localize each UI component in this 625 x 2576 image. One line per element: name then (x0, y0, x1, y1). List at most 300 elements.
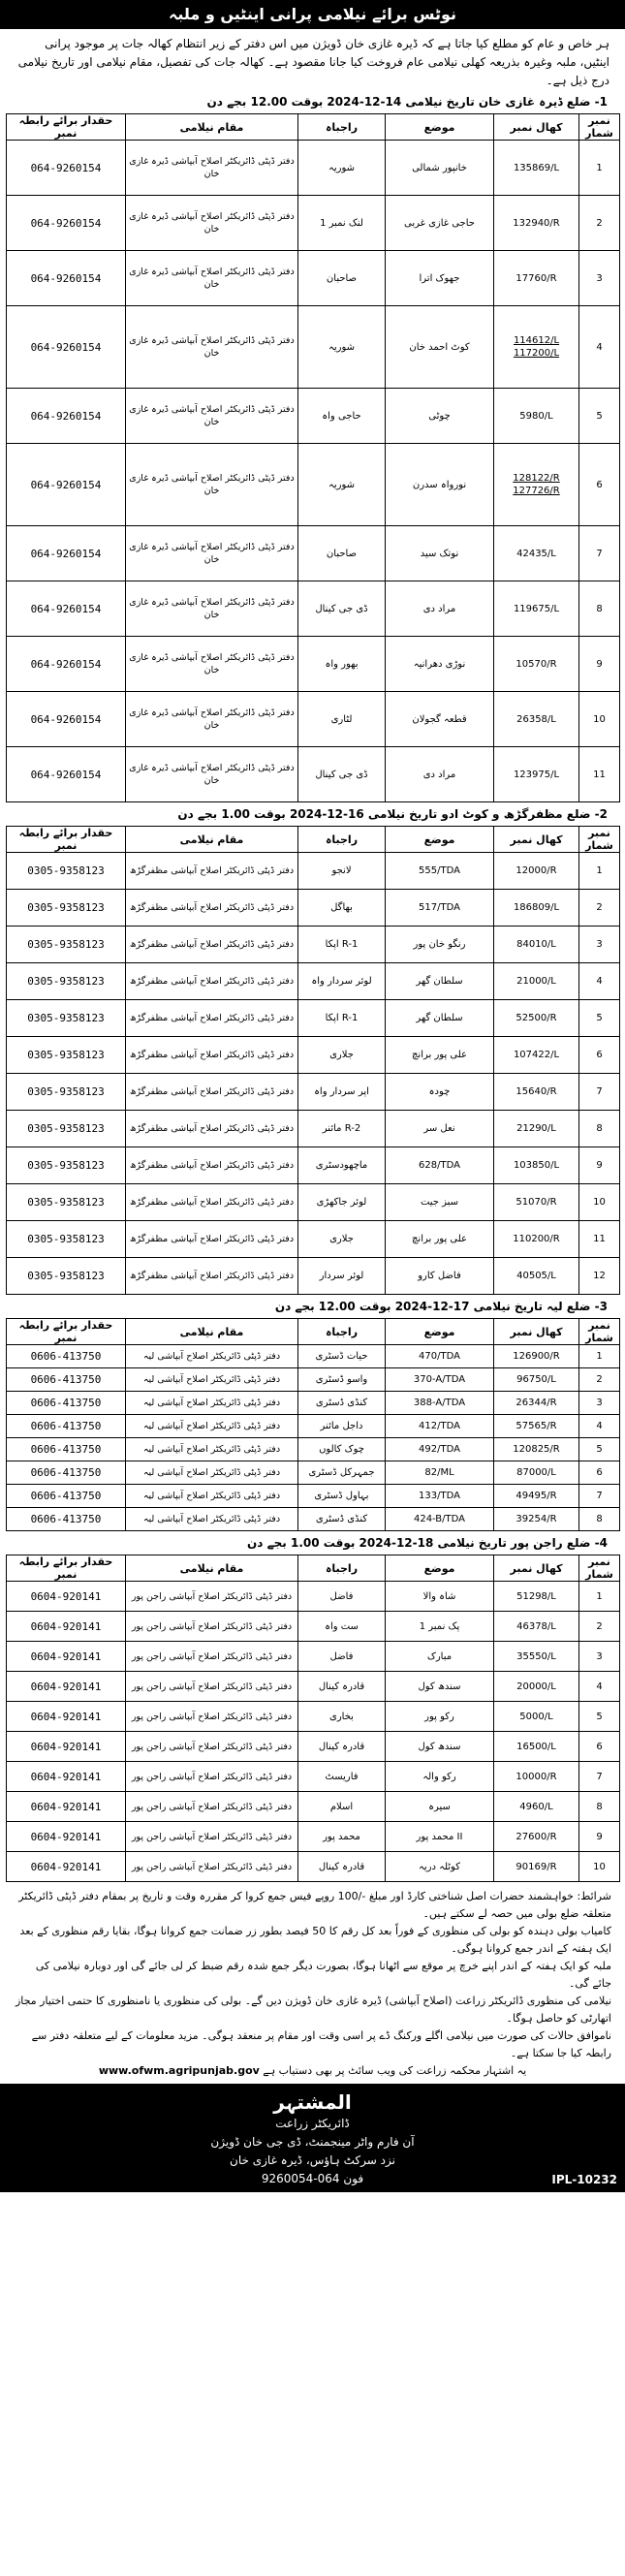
column-header-serial: نمبر شمار (579, 827, 620, 853)
khal-number: 90169/R (516, 1861, 557, 1872)
phone-cell: 064-9260154 (7, 526, 126, 581)
serial-cell: 1 (579, 1345, 620, 1368)
phone-cell: 0606-413750 (7, 1415, 126, 1438)
terms-and-conditions (6, 1882, 619, 2062)
khal-cell (494, 1221, 579, 1258)
phone-cell: 0305-9358123 (7, 1147, 126, 1184)
distributary-cell: لٹاری (298, 692, 386, 747)
venue-cell: دفتر ڈپٹی ڈائریکٹر اصلاح آبپاشی راجن پور (126, 1822, 298, 1852)
table-header-row (7, 1319, 620, 1345)
distributary-cell: داجل مائنر (298, 1415, 386, 1438)
table-row (7, 890, 620, 927)
khal-cell (494, 1438, 579, 1461)
table-row (7, 1732, 620, 1762)
khal-cell (494, 1147, 579, 1184)
column-header-venue: مقام نیلامی (126, 114, 298, 141)
mouza-cell: نوتک سید (386, 526, 494, 581)
mouza-cell: 492/TDA (386, 1438, 494, 1461)
phone-cell: 0606-413750 (7, 1508, 126, 1531)
venue-cell: دفتر ڈپٹی ڈائریکٹر اصلاح آبپاشی لیہ (126, 1345, 298, 1368)
mouza-cell: پک نمبر 1 (386, 1612, 494, 1642)
khal-number: 35550/L (516, 1650, 556, 1662)
notice-title: نوٹس برائے نیلامی پرانی اینٹیں و ملبہ (0, 0, 625, 29)
serial-cell: 2 (579, 1612, 620, 1642)
phone-cell: 064-9260154 (7, 251, 126, 306)
auction-table (6, 1318, 620, 1531)
phone-cell: 0604-920141 (7, 1762, 126, 1792)
phone-cell: 0305-9358123 (7, 1111, 126, 1147)
phone-cell: 0604-920141 (7, 1702, 126, 1732)
khal-number: 15640/R (516, 1086, 557, 1097)
term-paragraph: ناموافق حالات کی صورت میں نیلامی اگلے ورکنگ ڈے پر اسی وقت اور مقام پر منعقد ہوگی۔ مزید معلومات کے لیے متعلقہ دفتر سے رابطہ کیا جا سکتا ہے۔ (31, 2029, 611, 2059)
khal-number: 127726/R (513, 486, 560, 496)
table-row (7, 1762, 620, 1792)
column-header-mouza: موضع (386, 114, 494, 141)
venue-cell: دفتر ڈپٹی ڈائریکٹر اصلاح آبپاشی ڈیرہ غازی خان (126, 637, 298, 692)
khal-cell (494, 1000, 579, 1037)
table-row (7, 637, 620, 692)
auction-table (6, 1555, 620, 1882)
phone-cell: 0305-9358123 (7, 1037, 126, 1074)
serial-cell: 3 (579, 251, 620, 306)
distributary-cell: صاحبان (298, 526, 386, 581)
serial-cell: 8 (579, 1792, 620, 1822)
term-paragraph: کامیاب بولی دہندہ کو بولی کی منظوری کے فوراً بعد کل رقم کا 50 فیصد بطور زر ضمانت جمع کروانا ہوگا، بقایا رقم منظوری کے بعد ایک ہفتہ کے اندر جمع کروانا ہوگی۔ (19, 1925, 611, 1955)
mouza-cell: نعل سر (386, 1111, 494, 1147)
distributary-cell: شوریہ (298, 141, 386, 196)
khal-number: 96750/L (516, 1374, 556, 1385)
mouza-cell: محمد پور II (386, 1822, 494, 1852)
term-paragraph: ملبہ کو ایک ہفتہ کے اندر اپنے خرچ پر موقع سے اٹھانا ہوگا، بصورت دیگر جمع شدہ رقم ضبط کر لی جائے گی اور دوبارہ نیلامی کی جائے گی۔ (35, 1960, 611, 1990)
table-header-row (7, 114, 620, 141)
khal-cell (494, 853, 579, 890)
serial-cell: 7 (579, 1074, 620, 1111)
serial-cell: 9 (579, 637, 620, 692)
column-header-distributary: راجباہ (298, 1319, 386, 1345)
khal-number: 110200/R (513, 1234, 560, 1244)
phone-cell: 0305-9358123 (7, 1258, 126, 1295)
khal-cell (494, 1184, 579, 1221)
distributary-cell: اپر سردار واہ (298, 1074, 386, 1111)
distributary-cell: جلاری (298, 1037, 386, 1074)
venue-cell: دفتر ڈپٹی ڈائریکٹر اصلاح آبپاشی لیہ (126, 1368, 298, 1392)
table-row (7, 927, 620, 963)
khal-cell (494, 306, 579, 389)
khal-number: 21290/L (516, 1123, 556, 1134)
khal-number: 128122/R (513, 473, 560, 484)
auction-table (6, 113, 620, 802)
distributary-cell: قادرہ کینال (298, 1672, 386, 1702)
khal-number: 132940/R (513, 217, 560, 229)
serial-cell: 7 (579, 1485, 620, 1508)
venue-cell: دفتر ڈپٹی ڈائریکٹر اصلاح آبپاشی راجن پور (126, 1612, 298, 1642)
table-row (7, 1642, 620, 1672)
serial-cell: 4 (579, 1415, 620, 1438)
khal-number: 26344/R (516, 1398, 557, 1408)
mouza-cell: مراد دی (386, 581, 494, 637)
mouza-cell: 555/TDA (386, 853, 494, 890)
distributary-cell: بھور واہ (298, 637, 386, 692)
venue-cell: دفتر ڈپٹی ڈائریکٹر اصلاح آبپاشی مظفرگڑھ (126, 853, 298, 890)
table-row (7, 581, 620, 637)
distributary-cell: جلاری (298, 1221, 386, 1258)
khal-cell (494, 526, 579, 581)
khal-cell (494, 692, 579, 747)
khal-cell (494, 444, 579, 526)
khal-cell (494, 927, 579, 963)
khal-cell (494, 1702, 579, 1732)
serial-cell: 3 (579, 1392, 620, 1415)
table-row (7, 1000, 620, 1037)
website-line (6, 2062, 619, 2080)
venue-cell: دفتر ڈپٹی ڈائریکٹر اصلاح آبپاشی راجن پور (126, 1732, 298, 1762)
khal-cell (494, 1485, 579, 1508)
phone-cell: 0305-9358123 (7, 1000, 126, 1037)
venue-cell: دفتر ڈپٹی ڈائریکٹر اصلاح آبپاشی ڈیرہ غازی خان (126, 747, 298, 802)
khal-cell (494, 1822, 579, 1852)
table-row (7, 1792, 620, 1822)
distributary-cell: ماچھودسٹری (298, 1147, 386, 1184)
column-header-khal: کھال نمبر (494, 114, 579, 141)
serial-cell: 6 (579, 1461, 620, 1485)
khal-cell (494, 1612, 579, 1642)
phone-cell: 0604-920141 (7, 1792, 126, 1822)
mouza-cell: شاہ والا (386, 1582, 494, 1612)
table-row (7, 1461, 620, 1485)
serial-cell: 1 (579, 1582, 620, 1612)
table-row (7, 1368, 620, 1392)
khal-cell (494, 747, 579, 802)
mouza-cell: 388-A/TDA (386, 1392, 494, 1415)
advertiser-phone-label: فون (343, 2172, 364, 2185)
distributary-cell: محمد پور (298, 1822, 386, 1852)
phone-cell: 0305-9358123 (7, 1221, 126, 1258)
khal-number: 51298/L (516, 1590, 556, 1602)
table-row (7, 853, 620, 890)
table-row (7, 963, 620, 1000)
table-row (7, 1037, 620, 1074)
serial-cell: 10 (579, 1852, 620, 1882)
mouza-cell: کوٹ احمد خان (386, 306, 494, 389)
serial-cell: 8 (579, 1111, 620, 1147)
distributary-cell: کنڈی ڈسٹری (298, 1392, 386, 1415)
table-row (7, 1184, 620, 1221)
venue-cell: دفتر ڈپٹی ڈائریکٹر اصلاح آبپاشی لیہ (126, 1438, 298, 1461)
khal-number: 17760/R (516, 272, 557, 284)
khal-number: 26358/L (516, 713, 556, 725)
venue-cell: دفتر ڈپٹی ڈائریکٹر اصلاح آبپاشی لیہ (126, 1392, 298, 1415)
table-row (7, 1438, 620, 1461)
table-row (7, 444, 620, 526)
venue-cell: دفتر ڈپٹی ڈائریکٹر اصلاح آبپاشی ڈیرہ غازی خان (126, 526, 298, 581)
phone-cell: 064-9260154 (7, 637, 126, 692)
phone-cell: 064-9260154 (7, 306, 126, 389)
phone-cell: 0305-9358123 (7, 963, 126, 1000)
mouza-cell: حاجی غازی غربی (386, 196, 494, 251)
phone-cell: 0606-413750 (7, 1368, 126, 1392)
serial-cell: 11 (579, 747, 620, 802)
column-header-khal: کھال نمبر (494, 827, 579, 853)
khal-number: 120825/R (513, 1444, 560, 1455)
mouza-cell: مبارک (386, 1642, 494, 1672)
mouza-cell: 370-A/TDA (386, 1368, 494, 1392)
phone-cell: 0604-920141 (7, 1732, 126, 1762)
table-row (7, 1415, 620, 1438)
serial-cell: 10 (579, 692, 620, 747)
venue-cell: دفتر ڈپٹی ڈائریکٹر اصلاح آبپاشی ڈیرہ غازی خان (126, 581, 298, 637)
khal-number: 49495/R (516, 1491, 557, 1501)
phone-cell: 0606-413750 (7, 1438, 126, 1461)
mouza-cell: سبز جیت (386, 1184, 494, 1221)
venue-cell: دفتر ڈپٹی ڈائریکٹر اصلاح آبپاشی مظفرگڑھ (126, 1037, 298, 1074)
khal-number: 57565/R (516, 1421, 557, 1431)
phone-cell: 064-9260154 (7, 581, 126, 637)
phone-cell: 0604-920141 (7, 1852, 126, 1882)
khal-cell (494, 1258, 579, 1295)
term-paragraph: نیلامی کی منظوری ڈائریکٹر زراعت (اصلاح آبپاشی) ڈیرہ غازی خان ڈویژن دیں گے۔ بولی کی منظوری یا نامنظوری کا حتمی اختیار مجاز اتھارٹی کو حاصل ہوگا۔ (16, 1995, 611, 2025)
serial-cell: 3 (579, 927, 620, 963)
advertiser-phone (0, 2170, 625, 2188)
khal-number: 117200/L (513, 348, 560, 359)
khal-cell (494, 196, 579, 251)
advertiser-phone-number: 064-9260054 (261, 2172, 340, 2185)
table-header-row (7, 827, 620, 853)
column-header-venue: مقام نیلامی (126, 1319, 298, 1345)
distributary-cell: فاریسٹ (298, 1762, 386, 1792)
khal-cell (494, 251, 579, 306)
table-row (7, 196, 620, 251)
website-line-text: یہ اشتہار محکمہ زراعت کی ویب سائٹ پر بھی دستیاب ہے (263, 2064, 527, 2077)
mouza-cell: قطعہ گجولان (386, 692, 494, 747)
column-header-serial: نمبر شمار (579, 1555, 620, 1582)
venue-cell: دفتر ڈپٹی ڈائریکٹر اصلاح آبپاشی لیہ (126, 1461, 298, 1485)
phone-cell: 0606-413750 (7, 1392, 126, 1415)
column-header-venue: مقام نیلامی (126, 827, 298, 853)
venue-cell: دفتر ڈپٹی ڈائریکٹر اصلاح آبپاشی ڈیرہ غازی خان (126, 692, 298, 747)
khal-number: 27600/R (516, 1831, 557, 1842)
mouza-cell: کوٹلہ دریہ (386, 1852, 494, 1882)
distributary-cell: حیات ڈسٹری (298, 1345, 386, 1368)
khal-number: 21000/L (516, 976, 556, 987)
distributary-cell: فاضل (298, 1642, 386, 1672)
khal-number: 119675/L (513, 603, 560, 614)
phone-cell: 0305-9358123 (7, 890, 126, 927)
mouza-cell: علی پور برانچ (386, 1221, 494, 1258)
table-row (7, 526, 620, 581)
venue-cell: دفتر ڈپٹی ڈائریکٹر اصلاح آبپاشی ڈیرہ غازی خان (126, 306, 298, 389)
khal-number: 103850/L (513, 1160, 560, 1171)
phone-cell: 0606-413750 (7, 1461, 126, 1485)
phone-cell: 0305-9358123 (7, 927, 126, 963)
serial-cell: 1 (579, 141, 620, 196)
table-row (7, 306, 620, 389)
table-row (7, 1822, 620, 1852)
table-row (7, 1345, 620, 1368)
intro-paragraph: ہر خاص و عام کو مطلع کیا جاتا ہے کہ ڈیرہ غازی خان ڈویژن میں اس دفتر کے زیر انتظام کھالہ جات پر موجود پرانی اینٹیں، ملبہ وغیرہ بذریعہ کھلی نیلامی عام فروخت کیا جانا مقصود ہے۔ کھالہ جات کی تفصیل، مقام نیلامی اور تاریخ نیلامی درج ذیل ہے۔ (17, 37, 609, 87)
table-row (7, 747, 620, 802)
table-row (7, 1392, 620, 1415)
distributary-cell: قادرہ کینال (298, 1732, 386, 1762)
phone-cell: 0604-920141 (7, 1672, 126, 1702)
khal-number: 42435/L (516, 548, 556, 559)
distributary-cell: صاحبان (298, 251, 386, 306)
khal-cell (494, 1461, 579, 1485)
table-row (7, 1147, 620, 1184)
table-row (7, 1508, 620, 1531)
phone-cell: 0604-920141 (7, 1642, 126, 1672)
distributary-cell: چوک کالوں (298, 1438, 386, 1461)
serial-cell: 6 (579, 1037, 620, 1074)
distributary-cell: جمہرکل ڈسٹری (298, 1461, 386, 1485)
distributary-cell: قادرہ کینال (298, 1852, 386, 1882)
serial-cell: 8 (579, 1508, 620, 1531)
serial-cell: 11 (579, 1221, 620, 1258)
serial-cell: 4 (579, 306, 620, 389)
khal-number: 135869/L (513, 162, 560, 173)
khal-number: 5000/L (519, 1711, 553, 1722)
khal-cell (494, 141, 579, 196)
mouza-cell: جھوک اترا (386, 251, 494, 306)
mouza-cell: سلطان گھر (386, 1000, 494, 1037)
khal-number: 5980/L (519, 410, 553, 422)
khal-number: 16500/L (516, 1741, 556, 1752)
distributary-cell: لانجو (298, 853, 386, 890)
advertiser-footer (0, 2084, 625, 2192)
distributary-cell: بہاول ڈسٹری (298, 1485, 386, 1508)
venue-cell: دفتر ڈپٹی ڈائریکٹر اصلاح آبپاشی راجن پور (126, 1762, 298, 1792)
serial-cell: 5 (579, 389, 620, 444)
venue-cell: دفتر ڈپٹی ڈائریکٹر اصلاح آبپاشی راجن پور (126, 1792, 298, 1822)
khal-cell (494, 1368, 579, 1392)
khal-cell (494, 963, 579, 1000)
serial-cell: 4 (579, 1672, 620, 1702)
khal-number: 12000/R (516, 865, 557, 876)
khal-cell (494, 1642, 579, 1672)
phone-cell: 064-9260154 (7, 692, 126, 747)
distributary-cell: حاجی واہ (298, 389, 386, 444)
table-row (7, 692, 620, 747)
mouza-cell: نوڑی دھرانیہ (386, 637, 494, 692)
distributary-cell: لوئر سردار (298, 1258, 386, 1295)
mouza-cell: سلطان گھر (386, 963, 494, 1000)
venue-cell: دفتر ڈپٹی ڈائریکٹر اصلاح آبپاشی مظفرگڑھ (126, 890, 298, 927)
venue-cell: دفتر ڈپٹی ڈائریکٹر اصلاح آبپاشی مظفرگڑھ (126, 1184, 298, 1221)
serial-cell: 9 (579, 1822, 620, 1852)
column-header-distributary: راجباہ (298, 114, 386, 141)
column-header-venue: مقام نیلامی (126, 1555, 298, 1582)
auction-table (6, 826, 620, 1295)
mouza-cell: سندھ کول (386, 1672, 494, 1702)
mouza-cell: 628/TDA (386, 1147, 494, 1184)
column-header-distributary: راجباہ (298, 1555, 386, 1582)
venue-cell: دفتر ڈپٹی ڈائریکٹر اصلاح آبپاشی مظفرگڑھ (126, 1258, 298, 1295)
auction-sections (6, 90, 619, 1882)
phone-cell: 0606-413750 (7, 1485, 126, 1508)
distributary-cell: R-1 اپکا (298, 927, 386, 963)
phone-cell: 0604-920141 (7, 1612, 126, 1642)
serial-cell: 2 (579, 1368, 620, 1392)
table-row (7, 1702, 620, 1732)
khal-cell (494, 1037, 579, 1074)
column-header-phone: حقدار برائے رابطہ نمبر (7, 1319, 126, 1345)
venue-cell: دفتر ڈپٹی ڈائریکٹر اصلاح آبپاشی ڈیرہ غازی خان (126, 444, 298, 526)
distributary-cell: شوریہ (298, 444, 386, 526)
section-heading: 4- ضلع راجن پور تاریخ نیلامی 18-12-2024 بوقت 1.00 بجے دن (247, 1536, 608, 1550)
khal-number: 114612/L (513, 335, 560, 346)
khal-number: 52500/R (516, 1013, 557, 1023)
mouza-cell: 517/TDA (386, 890, 494, 927)
mouza-cell: 82/ML (386, 1461, 494, 1485)
serial-cell: 7 (579, 1762, 620, 1792)
distributary-cell: کنڈی ڈسٹری (298, 1508, 386, 1531)
distributary-cell: واسو ڈسٹری (298, 1368, 386, 1392)
distributary-cell: ڈی جی کینال (298, 581, 386, 637)
khal-number: 107422/L (513, 1050, 560, 1060)
khal-cell (494, 1732, 579, 1762)
phone-cell: 064-9260154 (7, 141, 126, 196)
khal-number: 10570/R (516, 658, 557, 670)
column-header-phone: حقدار برائے رابطہ نمبر (7, 1555, 126, 1582)
ipl-number: IPL-10232 (551, 2173, 617, 2186)
distributary-cell: ست واہ (298, 1612, 386, 1642)
table-row (7, 1852, 620, 1882)
venue-cell: دفتر ڈپٹی ڈائریکٹر اصلاح آبپاشی راجن پور (126, 1672, 298, 1702)
mouza-cell: نورواہ سدرن (386, 444, 494, 526)
website-link[interactable]: www.ofwm.agripunjab.gov (98, 2064, 260, 2077)
phone-cell: 064-9260154 (7, 747, 126, 802)
khal-cell (494, 581, 579, 637)
column-header-phone: حقدار برائے رابطہ نمبر (7, 827, 126, 853)
phone-cell: 0305-9358123 (7, 1074, 126, 1111)
mouza-cell: سیرہ (386, 1792, 494, 1822)
column-header-serial: نمبر شمار (579, 114, 620, 141)
column-header-mouza: موضع (386, 1319, 494, 1345)
table-row (7, 1074, 620, 1111)
distributary-cell: R-2 مائنر (298, 1111, 386, 1147)
table-row (7, 1612, 620, 1642)
table-row (7, 1221, 620, 1258)
table-row (7, 251, 620, 306)
khal-number: 4960/L (519, 1801, 553, 1812)
mouza-cell: علی پور برانچ (386, 1037, 494, 1074)
phone-cell: 064-9260154 (7, 389, 126, 444)
venue-cell: دفتر ڈپٹی ڈائریکٹر اصلاح آبپاشی مظفرگڑھ (126, 927, 298, 963)
khal-cell (494, 389, 579, 444)
advertiser-address: نزد سرکٹ ہاؤس، ڈیرہ غازی خان (230, 2153, 395, 2167)
mouza-cell: سندھ کول (386, 1732, 494, 1762)
khal-number: 10000/R (516, 1771, 557, 1782)
distributary-cell: بخاری (298, 1702, 386, 1732)
column-header-phone: حقدار برائے رابطہ نمبر (7, 114, 126, 141)
venue-cell: دفتر ڈپٹی ڈائریکٹر اصلاح آبپاشی لیہ (126, 1508, 298, 1531)
khal-cell (494, 1508, 579, 1531)
venue-cell: دفتر ڈپٹی ڈائریکٹر اصلاح آبپاشی راجن پور (126, 1852, 298, 1882)
khal-cell (494, 1762, 579, 1792)
venue-cell: دفتر ڈپٹی ڈائریکٹر اصلاح آبپاشی راجن پور (126, 1702, 298, 1732)
khal-number: 46378/L (516, 1620, 556, 1632)
khal-cell (494, 637, 579, 692)
khal-number: 51070/R (516, 1197, 557, 1208)
khal-cell (494, 1111, 579, 1147)
table-row (7, 1258, 620, 1295)
distributary-cell: فاضل (298, 1582, 386, 1612)
venue-cell: دفتر ڈپٹی ڈائریکٹر اصلاح آبپاشی مظفرگڑھ (126, 1074, 298, 1111)
serial-cell: 6 (579, 444, 620, 526)
phone-cell: 0305-9358123 (7, 853, 126, 890)
table-row (7, 1111, 620, 1147)
khal-number: 87000/L (516, 1467, 556, 1478)
column-header-khal: کھال نمبر (494, 1555, 579, 1582)
